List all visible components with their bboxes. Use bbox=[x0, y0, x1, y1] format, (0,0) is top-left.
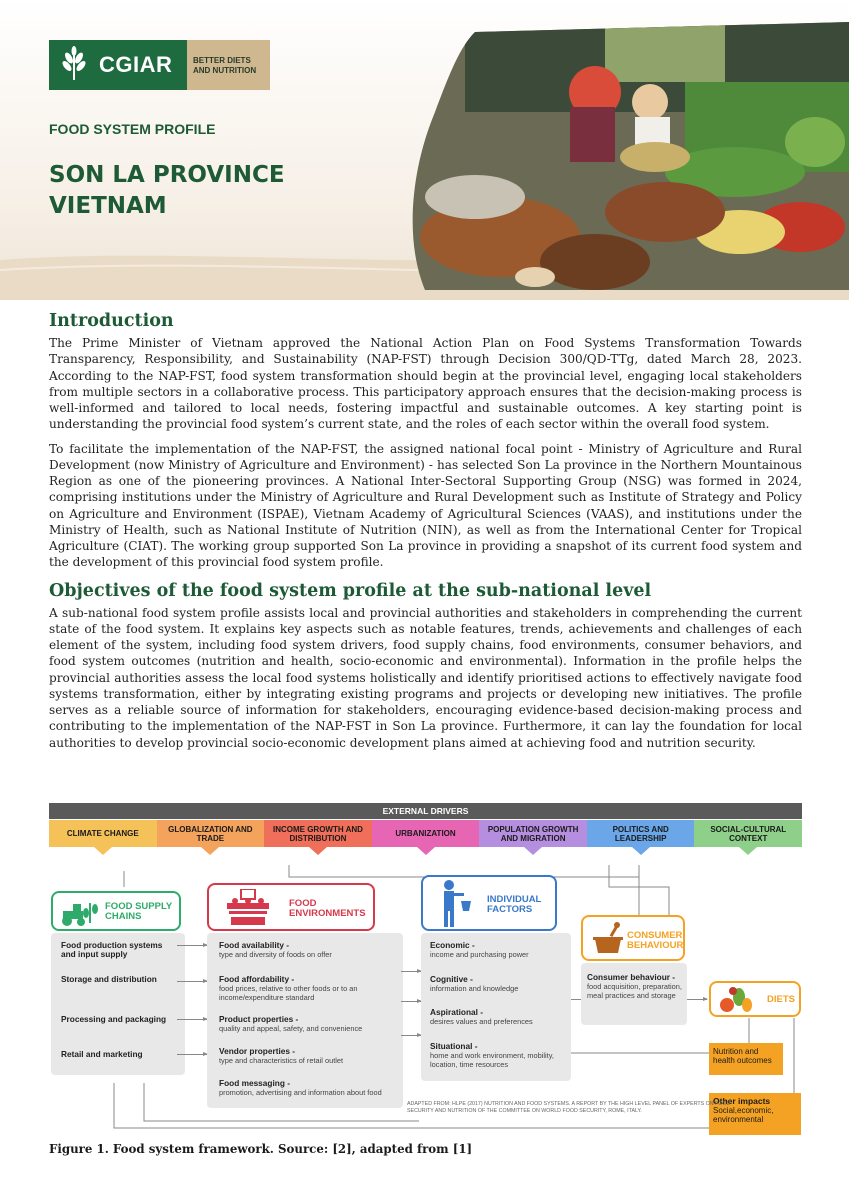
env-vendor-title: Vendor properties - bbox=[219, 1046, 296, 1056]
ind-economic-desc: income and purchasing power bbox=[430, 950, 529, 959]
fruits-vegetables-icon bbox=[717, 985, 755, 1015]
wheat-icon bbox=[53, 44, 95, 86]
other-impacts-title: Other impacts bbox=[713, 1096, 771, 1106]
env-item-product bbox=[219, 1015, 399, 1033]
env-item-availability bbox=[219, 941, 399, 959]
env-availability-title: Food availability - bbox=[219, 940, 290, 950]
env-affordability-desc: food prices, relative to other foods or to an income/expenditure standard bbox=[219, 984, 358, 1002]
profile-label: FOOD SYSTEM PROFILE bbox=[49, 121, 216, 137]
intro-paragraph-1: The Prime Minister of Vietnam approved the National Action Plan on Food Systems Transformation Towards Transparency, Responsibility, and Sustainability (NAP-FST) through Decision 300/QD-TTg, dated March 28, 2023. According to the NAP-FST, food system transformation should begin at the provincial level, engaging local stakeholders from multiple sectors in a collaborative process. This participatory approach ensures that the decision-making process is well-informed and tailored to local needs, fostering impactful and sustainable outcomes. A key starting point is understanding the provincial food system’s current state, and the roles of each sector within the overall food system. bbox=[49, 336, 802, 432]
supply-chain-title: FOOD SUPPLY CHAINS bbox=[105, 901, 173, 922]
env-item-vendor bbox=[219, 1047, 399, 1065]
supply-arrow-1 bbox=[177, 945, 207, 946]
supply-item-processing-label: Processing and packaging bbox=[61, 1014, 167, 1024]
cgiar-logo[interactable] bbox=[49, 40, 270, 90]
objectives-paragraph: A sub-national food system profile assists local and provincial authorities and stakeholders in comprehending the current state of the food system. It explains key aspects such as notable features, trends, achievements and challenges of each element of the system, including food system drivers, food supply chains, food environments, consumer behaviors, and food system outcomes (nutrition and health, socio-economic and environmental). Information in the profile helps the provincial authorities assess the local food systems holistically and identify prioritised actions to effectively navigate food systems transformation, either by integrating existing programs and projects or developing new initiatives. The profile serves as a reliable source of information for stakeholders, encouraging evidence-based decision-making process and contributing to the implementation of the NAP-FST in Son La province. Furthermore, it can lay the foundation for local authorities to develop provincial socio-economic development plans aimed at achieving food and nutrition security. bbox=[49, 605, 802, 750]
env-item-affordability bbox=[219, 975, 399, 1002]
driver-climate-change: CLIMATE CHANGE bbox=[49, 820, 157, 847]
logo-name: CGIAR bbox=[99, 52, 173, 77]
env-product-title: Product properties - bbox=[219, 1014, 299, 1024]
ind-cognitive-title: Cognitive - bbox=[430, 974, 473, 984]
other-impacts-desc: Social,economic, environmental bbox=[713, 1106, 774, 1124]
env-messaging-desc: promotion, advertising and information about food bbox=[219, 1088, 382, 1097]
ind-item-aspirational bbox=[430, 1008, 570, 1026]
ind-aspirational-title: Aspirational - bbox=[430, 1007, 484, 1017]
env-vendor-desc: type and characteristics of retail outlet bbox=[219, 1056, 344, 1065]
supply-arrow-3 bbox=[177, 1019, 207, 1020]
supply-item-storage-label: Storage and distribution bbox=[61, 974, 157, 984]
ind-economic-title: Economic - bbox=[430, 940, 475, 950]
supply-item-production bbox=[61, 941, 171, 959]
food-environments-header bbox=[207, 883, 375, 931]
title-line2: VIETNAM bbox=[49, 193, 167, 219]
adapted-from-note: ADAPTED FROM: HLPE (2017) NUTRITION AND FOOD SYSTEMS. A REPORT BY THE HIGH LEVEL PANEL OF EXPERTS ON FOOD SECURITY AND NUTRITION OF THE COMMITTEE ON WORLD FOOD SECURITY, ROME, ITALY. bbox=[407, 1101, 731, 1114]
env-product-desc: quality and appeal, safety, and convenience bbox=[219, 1024, 363, 1033]
cooking-pot-icon bbox=[591, 921, 625, 957]
env-arrow-2 bbox=[401, 1001, 421, 1002]
supply-arrow-2 bbox=[177, 981, 207, 982]
nutrition-outcomes-box: Nutrition and health outcomes bbox=[709, 1043, 783, 1075]
individual-factors-title: INDIVIDUAL FACTORS bbox=[487, 894, 542, 915]
market-stall-icon bbox=[223, 889, 273, 927]
consumer-item bbox=[587, 973, 687, 1000]
main-content bbox=[49, 311, 802, 759]
page-title bbox=[49, 160, 285, 222]
env-item-messaging bbox=[219, 1079, 403, 1097]
supply-item-storage bbox=[61, 975, 171, 984]
env-arrow-3 bbox=[401, 1035, 421, 1036]
driver-urbanization: URBANIZATION bbox=[372, 820, 480, 847]
logo-tagline bbox=[187, 40, 270, 90]
diets-title: DIETS bbox=[767, 994, 795, 1005]
person-basket-icon bbox=[437, 879, 473, 929]
logo-mark bbox=[49, 40, 187, 90]
food-environments-title: FOOD ENVIRONMENTS bbox=[289, 898, 366, 919]
consumer-item-desc: food acquisition, preparation, meal practices and storage bbox=[587, 982, 682, 1000]
title-line1: SON LA PROVINCE bbox=[49, 162, 285, 188]
env-messaging-title: Food messaging - bbox=[219, 1078, 290, 1088]
food-system-framework-figure bbox=[49, 803, 802, 1138]
figure-caption: Figure 1. Food system framework. Source: [2], adapted from [1] bbox=[49, 1142, 473, 1156]
supply-item-retail-label: Retail and marketing bbox=[61, 1049, 143, 1059]
individual-factors-header bbox=[421, 875, 557, 931]
tractor-icon bbox=[59, 899, 101, 927]
env-affordability-title: Food affordability - bbox=[219, 974, 295, 984]
ind-situational-title: Situational - bbox=[430, 1041, 478, 1051]
supply-item-processing bbox=[61, 1015, 181, 1024]
ind-aspirational-desc: desires values and preferences bbox=[430, 1017, 533, 1026]
ind-item-situational bbox=[430, 1042, 570, 1069]
intro-heading: Introduction bbox=[49, 311, 174, 331]
objectives-heading: Objectives of the food system profile at the sub-national level bbox=[49, 580, 652, 601]
env-arrow-1 bbox=[401, 971, 421, 972]
driver-globalization: GLOBALIZATION AND TRADE bbox=[157, 820, 265, 847]
consumer-arrow bbox=[687, 999, 707, 1000]
ind-situational-desc: home and work environment, mobility, location, time resources bbox=[430, 1051, 554, 1069]
consumer-behaviour-title: CONSUMER BEHAVIOUR bbox=[627, 930, 684, 951]
external-drivers-bar: EXTERNAL DRIVERS bbox=[49, 803, 802, 819]
driver-income-growth: INCOME GROWTH AND DISTRIBUTION bbox=[264, 820, 372, 847]
supply-arrow-4 bbox=[177, 1054, 207, 1055]
diets-header bbox=[709, 981, 801, 1017]
ind-item-cognitive bbox=[430, 975, 570, 993]
supply-item-retail bbox=[61, 1050, 171, 1059]
env-availability-desc: type and diversity of foods on offer bbox=[219, 950, 332, 959]
ind-item-economic bbox=[430, 941, 570, 959]
supply-chain-header bbox=[51, 891, 181, 931]
consumer-behaviour-header bbox=[581, 915, 685, 961]
supply-item-production-label: Food production systems and input supply bbox=[61, 940, 163, 959]
market-photo bbox=[405, 22, 849, 290]
intro-paragraph-2: To facilitate the implementation of the NAP-FST, the assigned national focal point - Ministry of Agriculture and Rural Development (now Ministry of Agriculture and Environment) - has selected Son La province in the Northern Mountainous Region as one of the pioneering provinces. A National Inter-Sectoral Supporting Group (NSG) was formed in 2024, comprising institutions under the Ministry of Agriculture and Rural Development such as Institute of Strategy and Policy on Agriculture and Environment (ISPAE), Vietnam Academy of Agricultural Sciences (VAAS), and institutions under the Ministry of Health, such as National Institute of Nutrition (NIN), as well as from the International Center for Tropical Agriculture (CIAT). The working group supported Son La province in providing a snapshot of its current food system and the development of this provincial food system profile. bbox=[49, 441, 802, 570]
ind-cognitive-desc: information and knowledge bbox=[430, 984, 519, 993]
driver-social-cultural: SOCIAL-CULTURAL CONTEXT bbox=[694, 820, 802, 847]
driver-politics: POLITICS AND LEADERSHIP bbox=[587, 820, 695, 847]
consumer-item-title: Consumer behaviour - bbox=[587, 972, 676, 982]
driver-population-growth: POPULATION GROWTH AND MIGRATION bbox=[479, 820, 587, 847]
logo-tag-line1: BETTER DIETS bbox=[193, 56, 251, 65]
logo-tag-line2: AND NUTRITION bbox=[193, 66, 257, 75]
header-banner bbox=[0, 0, 849, 300]
